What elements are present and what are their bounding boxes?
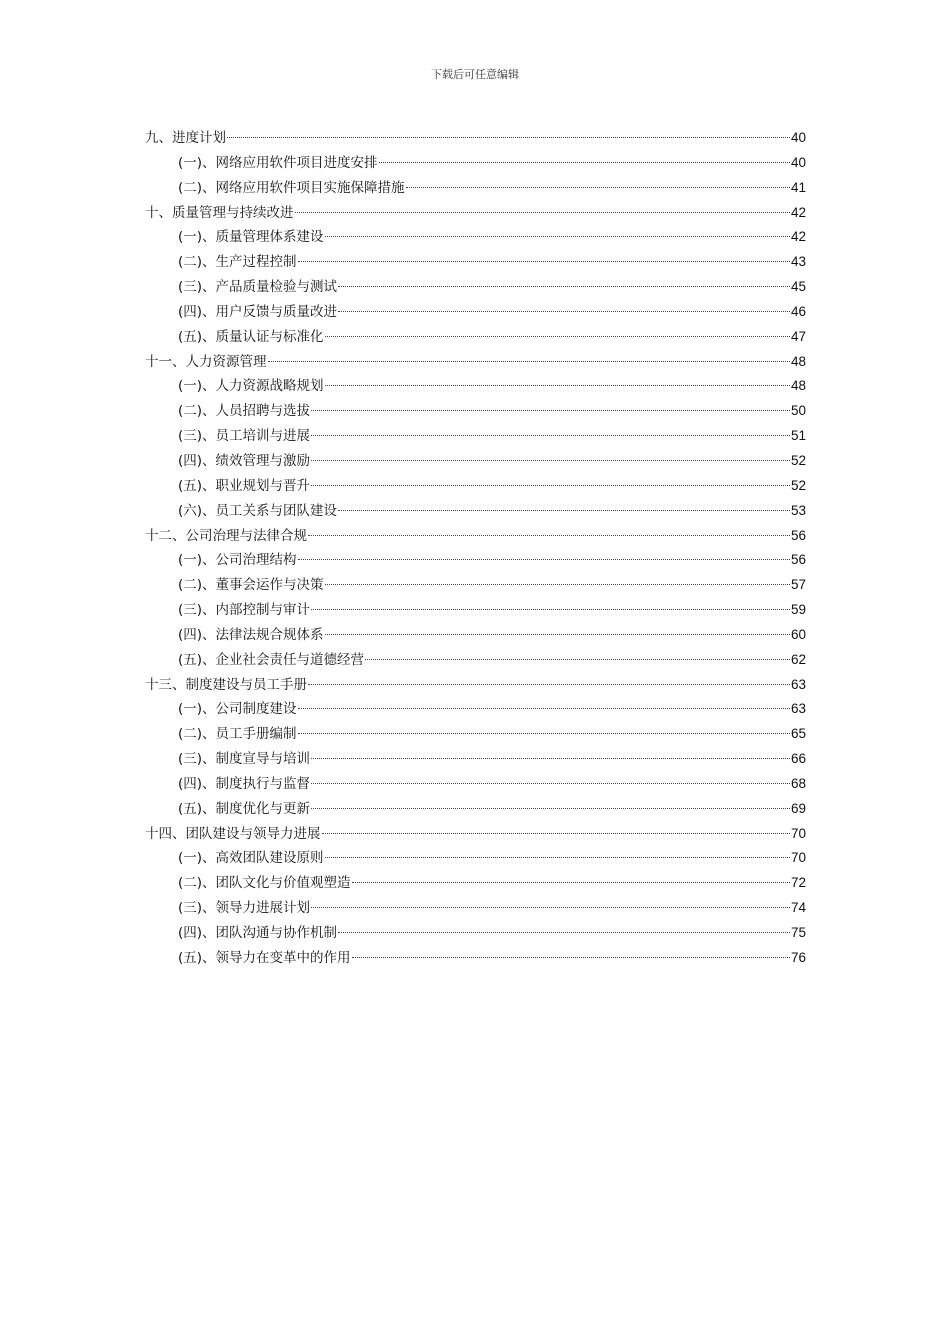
- toc-page-number: 57: [790, 577, 806, 593]
- toc-page-number: 70: [790, 825, 806, 841]
- toc-section-entry[interactable]: [145, 474, 806, 499]
- toc-page-number: 42: [790, 229, 806, 245]
- toc-dot-leader: [338, 932, 790, 933]
- toc-dot-leader: [311, 783, 790, 784]
- toc-entry-label: (三)、制度宣导与培训: [178, 751, 311, 768]
- toc-dot-leader: [325, 236, 790, 237]
- toc-dot-leader: [338, 311, 790, 312]
- toc-chapter-entry[interactable]: [145, 673, 806, 698]
- toc-entry-label: (二)、董事会运作与决策: [178, 577, 324, 594]
- toc-section-entry[interactable]: [145, 151, 806, 176]
- toc-dot-leader: [295, 212, 790, 213]
- toc-section-entry[interactable]: [145, 846, 806, 871]
- toc-section-entry[interactable]: [145, 623, 806, 648]
- toc-entry-label: (一)、公司治理结构: [178, 552, 297, 569]
- toc-dot-leader: [365, 659, 790, 660]
- toc-dot-leader: [311, 907, 790, 908]
- toc-page-number: 59: [790, 602, 806, 618]
- toc-section-entry[interactable]: [145, 896, 806, 921]
- toc-page-number: 56: [790, 527, 806, 543]
- page-header: 下载后可任意编辑: [431, 68, 519, 81]
- toc-entry-label: 十一、人力资源管理: [145, 353, 267, 370]
- toc-entry-label: (二)、生产过程控制: [178, 254, 297, 271]
- toc-section-entry[interactable]: [145, 374, 806, 399]
- toc-page-number: 40: [790, 130, 806, 145]
- toc-page-number: 63: [790, 676, 806, 692]
- toc-dot-leader: [311, 485, 790, 486]
- toc-dot-leader: [338, 510, 790, 511]
- toc-entry-label: (三)、产品质量检验与测试: [178, 279, 338, 296]
- toc-section-entry[interactable]: [145, 225, 806, 250]
- toc-page-number: 76: [790, 949, 806, 965]
- toc-dot-leader: [311, 435, 790, 436]
- toc-dot-leader: [379, 162, 790, 163]
- toc-dot-leader: [325, 336, 790, 337]
- toc-dot-leader: [352, 882, 790, 883]
- toc-dot-leader: [298, 733, 790, 734]
- toc-entry-label: (五)、制度优化与更新: [178, 800, 311, 817]
- toc-dot-leader: [406, 187, 790, 188]
- toc-entry-label: (一)、网络应用软件项目进度安排: [178, 154, 378, 171]
- toc-page-number: 52: [790, 477, 806, 493]
- toc-section-entry[interactable]: [145, 176, 806, 201]
- toc-dot-leader: [311, 410, 790, 411]
- toc-page-number: 68: [790, 775, 806, 791]
- toc-dot-leader: [308, 684, 790, 685]
- toc-dot-leader: [227, 137, 790, 138]
- toc-dot-leader: [308, 535, 790, 536]
- toc-entry-label: (一)、高效团队建设原则: [178, 850, 324, 867]
- toc-dot-leader: [322, 833, 790, 834]
- toc-page-number: 41: [790, 179, 806, 195]
- toc-section-entry[interactable]: [145, 275, 806, 300]
- toc-page-number: 69: [790, 800, 806, 816]
- toc-page-number: 47: [790, 328, 806, 344]
- toc-page-number: 42: [790, 204, 806, 220]
- toc-entry-label: (三)、领导力进展计划: [178, 900, 311, 917]
- toc-section-entry[interactable]: [145, 797, 806, 822]
- toc-entry-label: (四)、用户反馈与质量改进: [178, 303, 338, 320]
- toc-page-number: 43: [790, 254, 806, 270]
- toc-entry-label: (二)、团队文化与价值观塑造: [178, 875, 351, 892]
- toc-page-number: 66: [790, 751, 806, 767]
- toc-section-entry[interactable]: [145, 946, 806, 971]
- toc-entry-label: 十二、公司治理与法律合规: [145, 527, 307, 544]
- toc-chapter-entry[interactable]: [145, 201, 806, 226]
- toc-page-number: 45: [790, 279, 806, 295]
- toc-page-number: 70: [790, 850, 806, 866]
- toc-entry-label: 十三、制度建设与员工手册: [145, 676, 307, 693]
- toc-dot-leader: [298, 559, 790, 560]
- toc-chapter-entry[interactable]: [145, 126, 806, 151]
- toc-page-number: 46: [790, 303, 806, 319]
- toc-section-entry[interactable]: [145, 648, 806, 673]
- toc-page-number: 74: [790, 900, 806, 916]
- toc-entry-label: (一)、公司制度建设: [178, 701, 297, 718]
- toc-entry-label: (五)、领导力在变革中的作用: [178, 949, 351, 966]
- toc-dot-leader: [325, 634, 790, 635]
- toc-section-entry[interactable]: [145, 250, 806, 275]
- toc-page-number: 50: [790, 403, 806, 419]
- toc-entry-label: (四)、法律法规合规体系: [178, 626, 324, 643]
- toc-dot-leader: [325, 385, 790, 386]
- toc-page-number: 51: [790, 428, 806, 444]
- toc-section-entry[interactable]: [145, 871, 806, 896]
- toc-page-number: 53: [790, 502, 806, 518]
- toc-dot-leader: [311, 758, 790, 759]
- toc-page-number: 52: [790, 452, 806, 468]
- toc-section-entry[interactable]: [145, 449, 806, 474]
- toc-dot-leader: [298, 708, 790, 709]
- toc-entry-label: 十四、团队建设与领导力进展: [145, 825, 321, 842]
- toc-page-number: 48: [790, 378, 806, 394]
- toc-entry-label: (一)、人力资源战略规划: [178, 378, 324, 395]
- toc-section-entry[interactable]: [145, 399, 806, 424]
- toc-dot-leader: [338, 286, 790, 287]
- toc-entry-label: (五)、企业社会责任与道德经营: [178, 651, 365, 668]
- toc-entry-label: (二)、员工手册编制: [178, 726, 297, 743]
- toc-page-number: 72: [790, 875, 806, 891]
- table-of-contents: [145, 126, 806, 971]
- toc-entry-label: (三)、内部控制与审计: [178, 602, 311, 619]
- toc-page-number: 63: [790, 701, 806, 717]
- toc-entry-label: (二)、网络应用软件项目实施保障措施: [178, 179, 405, 196]
- toc-section-entry[interactable]: [145, 424, 806, 449]
- toc-entry-label: 十、质量管理与持续改进: [145, 204, 294, 221]
- toc-section-entry[interactable]: [145, 747, 806, 772]
- toc-entry-label: (三)、员工培训与进展: [178, 428, 311, 445]
- toc-section-entry[interactable]: [145, 499, 806, 524]
- toc-page-number: 40: [790, 154, 806, 170]
- toc-section-entry[interactable]: [145, 573, 806, 598]
- toc-section-entry[interactable]: [145, 325, 806, 350]
- toc-section-entry[interactable]: [145, 300, 806, 325]
- toc-page-number: 62: [790, 651, 806, 667]
- toc-section-entry[interactable]: [145, 598, 806, 623]
- toc-entry-label: (四)、绩效管理与激励: [178, 452, 311, 469]
- toc-page-number: 48: [790, 353, 806, 369]
- toc-dot-leader: [311, 460, 790, 461]
- toc-chapter-entry[interactable]: [145, 822, 806, 847]
- toc-page-number: 60: [790, 626, 806, 642]
- toc-entry-label: (四)、团队沟通与协作机制: [178, 925, 338, 941]
- toc-entry-label: (五)、职业规划与晋升: [178, 477, 311, 494]
- toc-dot-leader: [325, 857, 790, 858]
- toc-dot-leader: [325, 584, 790, 585]
- toc-entry-label: (二)、人员招聘与选拔: [178, 403, 311, 420]
- toc-section-entry[interactable]: [145, 772, 806, 797]
- toc-entry-label: (五)、质量认证与标准化: [178, 328, 324, 345]
- toc-entry-label: (六)、员工关系与团队建设: [178, 502, 338, 519]
- toc-dot-leader: [352, 957, 790, 958]
- toc-entry-label: (四)、制度执行与监督: [178, 775, 311, 792]
- toc-section-entry[interactable]: [145, 697, 806, 722]
- toc-dot-leader: [268, 361, 790, 362]
- toc-entry-label: (一)、质量管理体系建设: [178, 229, 324, 246]
- toc-section-entry[interactable]: [145, 921, 806, 946]
- toc-section-entry[interactable]: [145, 548, 806, 573]
- toc-section-entry[interactable]: [145, 722, 806, 747]
- toc-page-number: 75: [790, 925, 806, 940]
- toc-dot-leader: [298, 261, 790, 262]
- toc-page-number: 56: [790, 552, 806, 568]
- toc-chapter-entry[interactable]: [145, 350, 806, 375]
- toc-entry-label: 九、进度计划: [145, 130, 226, 146]
- toc-chapter-entry[interactable]: [145, 524, 806, 549]
- toc-dot-leader: [311, 609, 790, 610]
- toc-page-number: 65: [790, 726, 806, 742]
- toc-dot-leader: [311, 808, 790, 809]
